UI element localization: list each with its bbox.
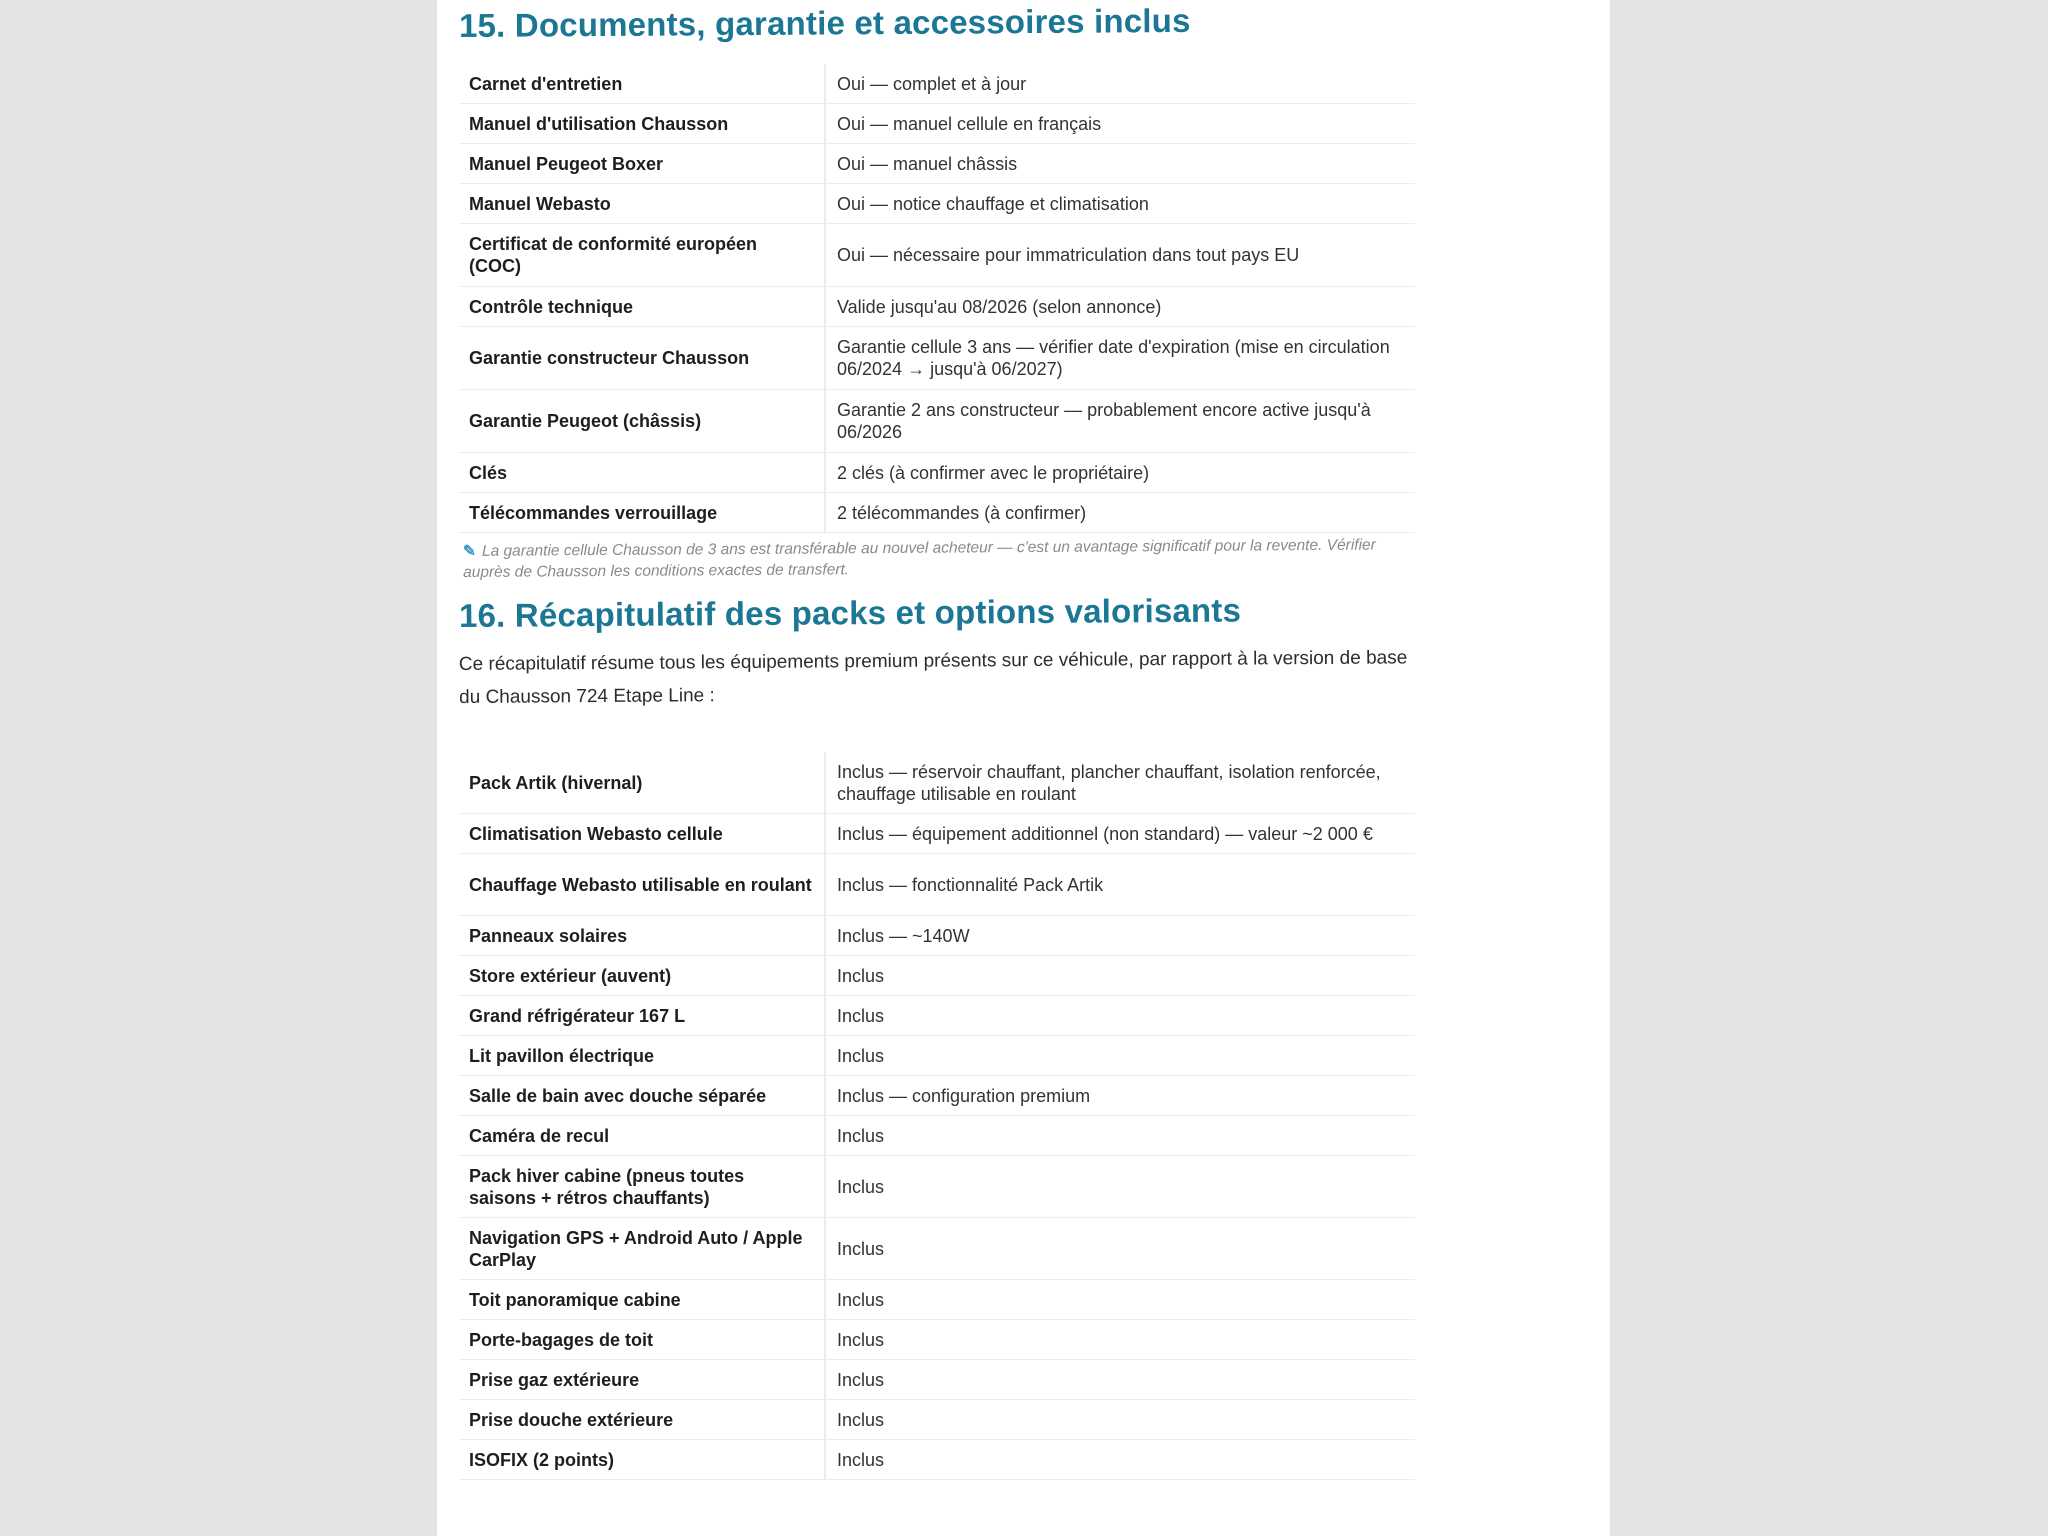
row-value: Inclus — [825, 1400, 1415, 1440]
row-value: Inclus — ~140W — [825, 916, 1415, 956]
row-label: Manuel Peugeot Boxer — [459, 144, 825, 184]
row-label: Pack Artik (hivernal) — [459, 752, 825, 814]
table-row — [459, 224, 1415, 287]
row-label: Panneaux solaires — [459, 916, 825, 956]
table-row — [459, 453, 1415, 493]
row-value: 2 clés (à confirmer avec le propriétaire) — [825, 453, 1415, 493]
row-label: Certificat de conformité européen (COC) — [459, 224, 825, 287]
row-label: Contrôle technique — [459, 287, 825, 327]
table-row — [459, 144, 1415, 184]
row-label: Manuel Webasto — [459, 184, 825, 224]
row-value: Inclus — [825, 996, 1415, 1036]
section-16-intro: Ce récapitulatif résume tous les équipements premium présents sur ce véhicule, par rapport à la version de base du Chausson 724 Etape Line : — [458, 647, 1408, 708]
section-15 — [458, 1, 1415, 583]
table-row — [459, 996, 1415, 1036]
row-value: Garantie cellule 3 ans — vérifier date d'expiration (mise en circulation 06/2024 → jusqu'à 06/2027) — [825, 327, 1415, 390]
table-row — [459, 956, 1415, 996]
row-label: Climatisation Webasto cellule — [459, 814, 825, 854]
section-16 — [458, 591, 1415, 1480]
row-value: Inclus — réservoir chauffant, plancher chauffant, isolation renforcée, chauffage utilisable en roulant — [825, 752, 1415, 814]
section-15-title: 15. Documents, garantie et accessoires inclus — [458, 1, 1191, 44]
row-value: Inclus — [825, 1116, 1415, 1156]
row-value: Inclus — [825, 956, 1415, 996]
table-row — [459, 1076, 1415, 1116]
table-row — [459, 752, 1415, 814]
row-label: Lit pavillon électrique — [459, 1036, 825, 1076]
row-label: Caméra de recul — [459, 1116, 825, 1156]
row-value: Inclus — équipement additionnel (non standard) — valeur ~2 000 € — [825, 814, 1415, 854]
row-value: Inclus — [825, 1280, 1415, 1320]
note-text: La garantie cellule Chausson de 3 ans est transférable au nouvel acheteur — c'est un avantage significatif pour la revente. Vérifier auprès de Chausson les conditions exactes de transfert. — [463, 536, 1376, 581]
row-value: Oui — manuel châssis — [825, 144, 1415, 184]
row-value: Oui — notice chauffage et climatisation — [825, 184, 1415, 224]
row-label: Toit panoramique cabine — [459, 1280, 825, 1320]
row-value: Inclus — [825, 1360, 1415, 1400]
row-value: Inclus — [825, 1440, 1415, 1480]
row-label: Télécommandes verrouillage — [459, 493, 825, 533]
row-label: Store extérieur (auvent) — [459, 956, 825, 996]
pencil-icon: ✎ — [462, 542, 476, 560]
row-value: Oui — complet et à jour — [825, 64, 1415, 104]
table-row — [459, 916, 1415, 956]
row-label: Chauffage Webasto utilisable en roulant — [459, 854, 825, 916]
row-label: Garantie Peugeot (châssis) — [459, 390, 825, 453]
row-label: Grand réfrigérateur 167 L — [459, 996, 825, 1036]
document-page — [437, 0, 1610, 1536]
table-row — [459, 1218, 1415, 1280]
row-label: Clés — [459, 453, 825, 493]
table-row — [459, 1320, 1415, 1360]
row-value: Inclus — [825, 1320, 1415, 1360]
row-value: Inclus — [825, 1218, 1415, 1280]
row-label: Prise gaz extérieure — [459, 1360, 825, 1400]
row-label: Prise douche extérieure — [459, 1400, 825, 1440]
table-row — [459, 1116, 1415, 1156]
row-label: Navigation GPS + Android Auto / Apple CarPlay — [459, 1218, 825, 1280]
table-row — [459, 327, 1415, 390]
table-row — [459, 1440, 1415, 1480]
warranty-note — [459, 534, 1415, 583]
table-row — [459, 814, 1415, 854]
table-row — [459, 854, 1415, 916]
row-label: Garantie constructeur Chausson — [459, 327, 825, 390]
row-value: Inclus — [825, 1036, 1415, 1076]
documents-table — [459, 64, 1415, 533]
row-value: Valide jusqu'au 08/2026 (selon annonce) — [825, 287, 1415, 327]
table-row — [459, 287, 1415, 327]
table-row — [459, 104, 1415, 144]
row-label: Salle de bain avec douche séparée — [459, 1076, 825, 1116]
row-value: Inclus — [825, 1156, 1415, 1218]
row-label: Carnet d'entretien — [459, 64, 825, 104]
options-table — [459, 752, 1415, 1480]
table-row — [459, 1156, 1415, 1218]
row-value: Oui — nécessaire pour immatriculation dans tout pays EU — [825, 224, 1415, 287]
table-row — [459, 390, 1415, 453]
row-label: ISOFIX (2 points) — [459, 1440, 825, 1480]
row-value: Garantie 2 ans constructeur — probablement encore active jusqu'à 06/2026 — [825, 390, 1415, 453]
table-row — [459, 493, 1415, 533]
row-value: Inclus — fonctionnalité Pack Artik — [825, 854, 1415, 916]
section-16-title: 16. Récapitulatif des packs et options valorisants — [458, 591, 1242, 634]
table-row — [459, 64, 1415, 104]
table-row — [459, 1400, 1415, 1440]
table-row — [459, 1280, 1415, 1320]
table-row — [459, 184, 1415, 224]
row-value: Oui — manuel cellule en français — [825, 104, 1415, 144]
row-label: Pack hiver cabine (pneus toutes saisons + rétros chauffants) — [459, 1156, 825, 1218]
row-value: Inclus — configuration premium — [825, 1076, 1415, 1116]
table-row — [459, 1360, 1415, 1400]
row-label: Manuel d'utilisation Chausson — [459, 104, 825, 144]
table-row — [459, 1036, 1415, 1076]
row-value: 2 télécommandes (à confirmer) — [825, 493, 1415, 533]
row-label: Porte-bagages de toit — [459, 1320, 825, 1360]
